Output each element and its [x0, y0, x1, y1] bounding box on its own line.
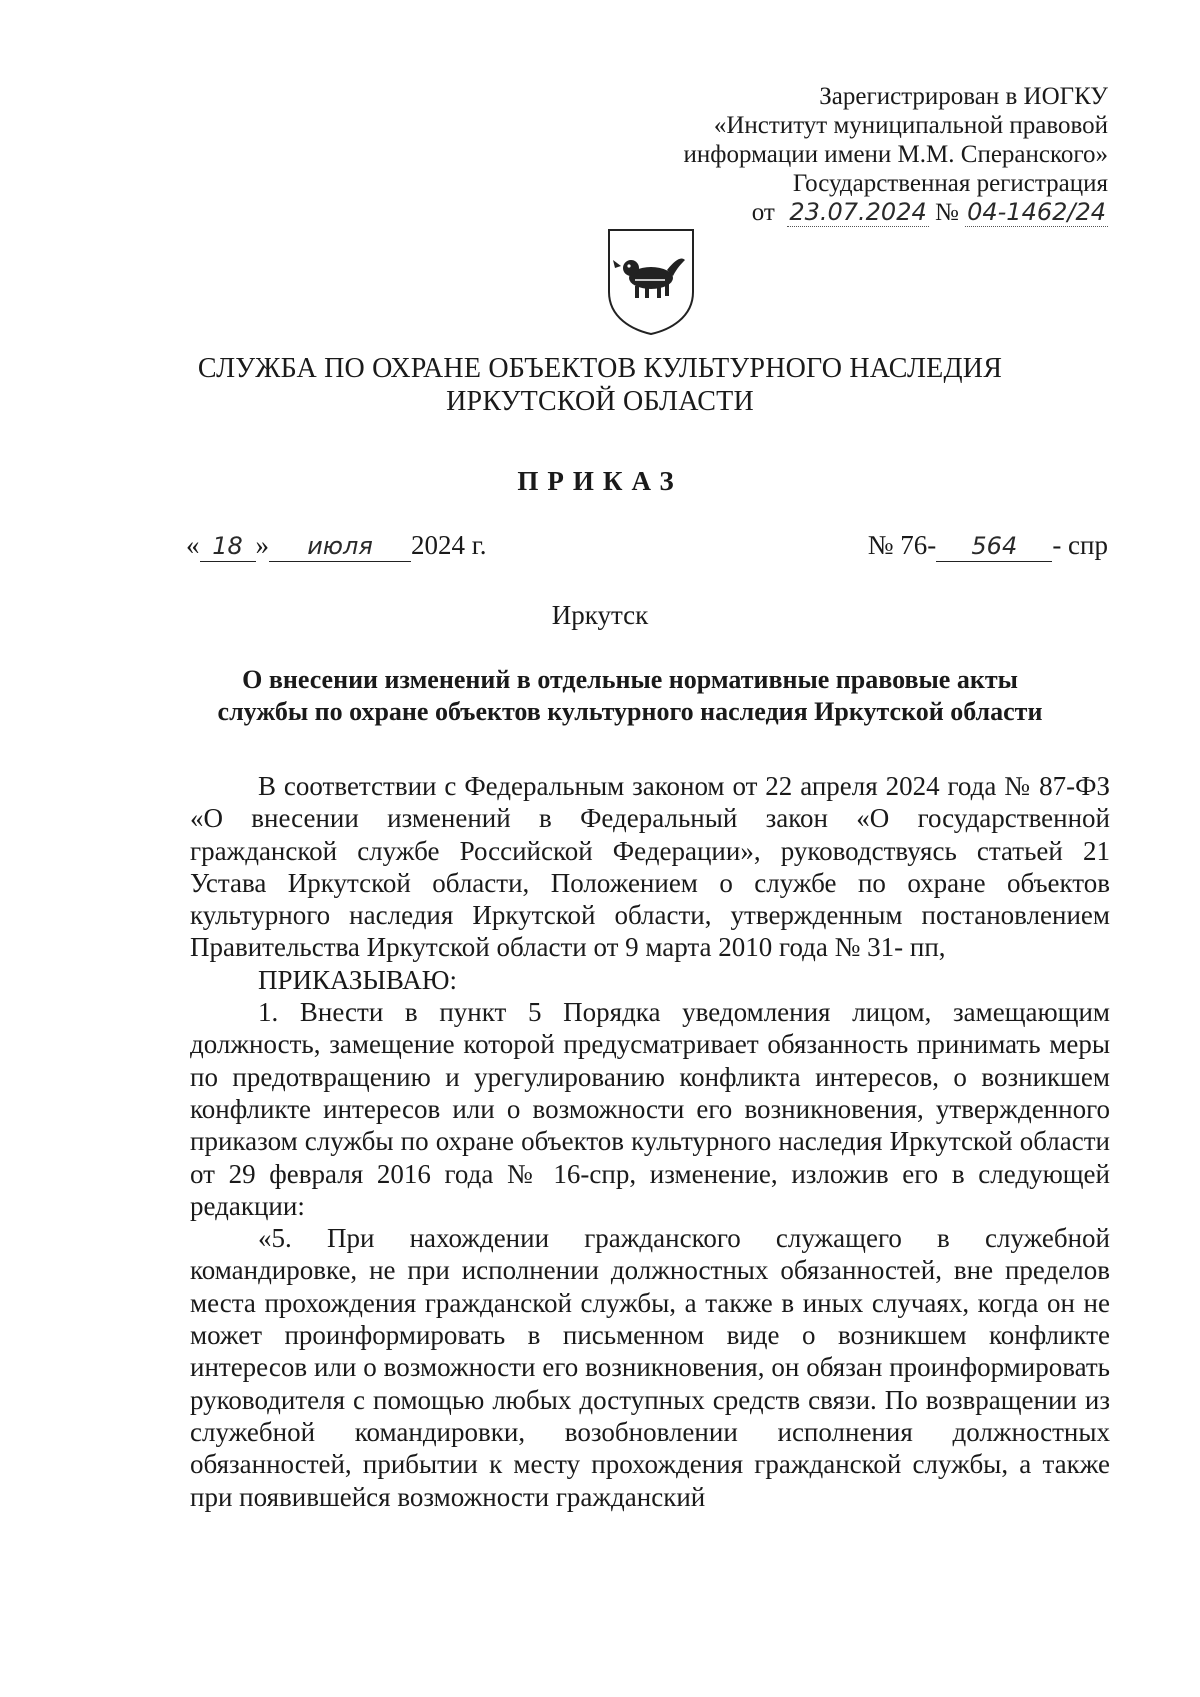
body-paragraph-preamble: В соответствии с Федеральным законом от 22 апреля 2024 года № 87-ФЗ «О внесении изменений в Федеральный закон «О государственной гражданской службе Российской Федерации», руководствуясь статьей 21 Устава Иркутской области, Положением о службе по охране объектов культурного наследия Иркутской области, утвержденным постановлением Правительства Иркутской области от 9 марта 2010 года № 31- пп,	[190, 771, 1110, 963]
coat-of-arms-icon	[605, 226, 697, 336]
registration-line-1: Зарегистрирован в ИОГКУ	[819, 83, 1108, 110]
document-title	[140, 664, 1120, 728]
body-paragraph-item-5-text: «5. При нахождении гражданского служащего в служебной командировке, не при исполнении должностных обязанностей, вне пределов места прохождения гражданской службы, а также в иных случаях, когда он не может проинформировать в письменном виде о возникшем конфликте интересов или о возможности его возникновения, он обязан проинформировать руководителя с помощью любых доступных средств связи. По возвращении из служебной командировки, возобновлении исполнения должностных обязанностей, прибытии к месту прохождения гражданской службы, а также при появившейся возможности гражданский	[190, 1223, 1110, 1512]
registration-date-value: 23.07.2024	[789, 198, 927, 226]
date-open-quote: «	[186, 530, 200, 560]
body-paragraph-item-1: 1. Внести в пункт 5 Порядка уведомления лицом, замещающим должность, замещение которой предусматривает обязанность принимать меры по предотвращению и урегулированию конфликта интересов, о возникшем конфликте интересов или о возможности его возникновения, утвержденного приказом службы по охране объектов культурного наследия Иркутской области от 29 февраля 2016 года № 16-спр, изменение, изложив его в следующей редакции:	[190, 997, 1110, 1221]
registration-date-prefix: от	[751, 199, 775, 226]
order-date	[186, 530, 487, 562]
date-month: июля	[269, 533, 411, 562]
registration-line-4: Государственная регистрация	[792, 170, 1108, 197]
date-year: 2024 г.	[411, 530, 487, 560]
number-suffix: - спр	[1052, 530, 1108, 560]
body-paragraph-order: ПРИКАЗЫВАЮ:	[258, 964, 457, 995]
document-title-line-2: службы по охране объектов культурного наследия Иркутской области	[217, 697, 1043, 726]
number-value: 564	[936, 533, 1052, 562]
document-type: ПРИКАЗ	[517, 466, 683, 496]
registration-num-prefix: №	[934, 199, 959, 226]
document-body	[190, 770, 1110, 1513]
city: Иркутск	[551, 600, 649, 630]
order-number	[868, 530, 1108, 562]
registration-line-2: «Институт муниципальной правовой	[713, 112, 1108, 139]
agency-name	[0, 352, 1200, 418]
registration-num-value: 04-1462/24	[967, 198, 1106, 226]
agency-name-line-1: СЛУЖБА ПО ОХРАНЕ ОБЪЕКТОВ КУЛЬТУРНОГО НАСЛЕДИЯ	[197, 353, 1003, 384]
registration-line-5	[548, 198, 1108, 227]
document-title-line-1: О внесении изменений в отдельные нормативные правовые акты	[242, 665, 1018, 694]
date-day: 18	[200, 533, 256, 562]
registration-line-3: информации имени М.М. Сперанского»	[683, 141, 1108, 168]
date-close-quote: »	[255, 530, 269, 560]
registration-stamp	[548, 82, 1108, 227]
number-prefix: № 76-	[867, 530, 937, 560]
agency-name-line-2: ИРКУТСКОЙ ОБЛАСТИ	[446, 386, 754, 417]
